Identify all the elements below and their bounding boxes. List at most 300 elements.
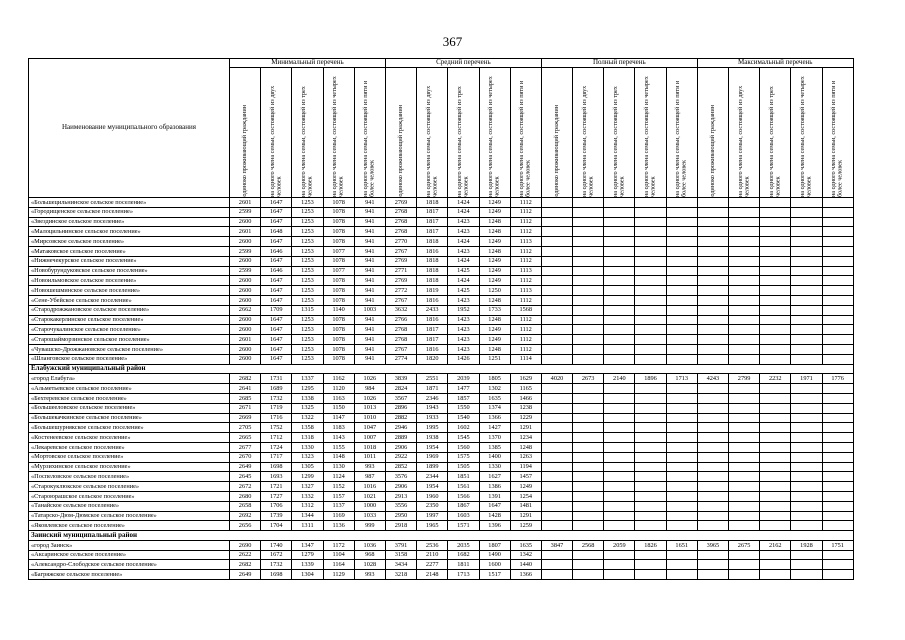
value-cell: 1851 [448, 472, 479, 482]
value-cell [697, 315, 728, 325]
value-cell [573, 227, 604, 237]
value-cell: 1016 [354, 482, 385, 492]
value-cell: 1727 [261, 491, 292, 501]
value-cell: 2148 [417, 570, 448, 580]
value-cell [822, 393, 853, 403]
value-cell: 1249 [479, 237, 510, 247]
table-row [29, 570, 854, 580]
value-cell: 1291 [510, 511, 541, 521]
value-cell [760, 560, 791, 570]
value-cell [760, 433, 791, 443]
value-cell [635, 550, 666, 560]
table-row [29, 472, 854, 482]
value-cell: 941 [354, 256, 385, 266]
value-cell: 1818 [417, 266, 448, 276]
value-cell: 2344 [417, 472, 448, 482]
value-cell: 2769 [385, 256, 416, 266]
value-cell [635, 491, 666, 501]
value-cell: 1647 [261, 217, 292, 227]
value-cell: 1600 [479, 560, 510, 570]
value-cell: 1739 [261, 511, 292, 521]
value-cell [822, 413, 853, 423]
value-cell: 1366 [510, 570, 541, 580]
value-cell: 1817 [417, 207, 448, 217]
value-cell: 1112 [510, 256, 541, 266]
value-cell: 1104 [323, 550, 354, 560]
value-cell [760, 295, 791, 305]
table-row [29, 433, 854, 443]
table-row [29, 540, 854, 550]
value-cell: 1291 [510, 423, 541, 433]
value-cell: 1248 [479, 217, 510, 227]
value-cell: 1140 [323, 305, 354, 315]
value-cell [541, 198, 572, 208]
value-cell [635, 217, 666, 227]
value-cell: 1647 [261, 344, 292, 354]
sub-header-label: одиноко проживающий гражданин [552, 105, 560, 197]
value-cell [697, 198, 728, 208]
value-cell [729, 393, 760, 403]
value-cell [635, 433, 666, 443]
value-cell [604, 227, 635, 237]
value-cell [541, 286, 572, 296]
value-cell [729, 237, 760, 247]
value-cell: 1248 [510, 442, 541, 452]
value-cell: 2656 [230, 521, 261, 531]
value-cell: 1635 [510, 540, 541, 550]
value-cell [666, 462, 697, 472]
value-cell: 2670 [230, 452, 261, 462]
value-cell [791, 217, 822, 227]
value-cell: 1960 [417, 491, 448, 501]
value-cell [541, 462, 572, 472]
value-cell: 1114 [510, 354, 541, 364]
value-cell: 2769 [385, 198, 416, 208]
sub-header-label: на одного члена семьи, состоящей из пяти и более человек [362, 80, 376, 197]
value-cell: 2767 [385, 246, 416, 256]
value-cell: 4243 [697, 374, 728, 384]
value-cell: 2568 [573, 540, 604, 550]
table-row [29, 266, 854, 276]
value-cell: 2906 [385, 442, 416, 452]
value-cell: 2768 [385, 335, 416, 345]
value-cell [729, 325, 760, 335]
value-cell: 1078 [323, 286, 354, 296]
sub-header-g1-c5 [354, 68, 385, 198]
value-cell [822, 482, 853, 492]
table-row [29, 344, 854, 354]
value-cell: 1323 [292, 452, 323, 462]
value-cell [791, 472, 822, 482]
value-cell [729, 315, 760, 325]
value-cell [541, 442, 572, 452]
value-cell [541, 511, 572, 521]
value-cell [666, 325, 697, 335]
value-cell: 941 [354, 227, 385, 237]
value-cell [760, 227, 791, 237]
value-cell: 2601 [230, 198, 261, 208]
value-cell: 2882 [385, 413, 416, 423]
value-cell [822, 237, 853, 247]
value-cell: 1249 [479, 276, 510, 286]
value-cell: 2599 [230, 246, 261, 256]
municipality-name: «Лекаревское сельское поселение» [29, 442, 230, 452]
value-cell [604, 482, 635, 492]
value-cell: 2768 [385, 227, 416, 237]
value-cell [604, 452, 635, 462]
value-cell [604, 403, 635, 413]
value-cell: 1490 [479, 550, 510, 560]
value-cell [822, 462, 853, 472]
sub-header-g4-c2 [729, 68, 760, 198]
value-cell: 1971 [791, 374, 822, 384]
value-cell: 3965 [697, 540, 728, 550]
value-cell [729, 217, 760, 227]
value-cell: 1137 [323, 501, 354, 511]
value-cell: 1561 [448, 482, 479, 492]
value-cell [729, 227, 760, 237]
value-cell [666, 501, 697, 511]
value-cell: 1423 [448, 344, 479, 354]
table-row [29, 550, 854, 560]
value-cell: 1820 [417, 354, 448, 364]
value-cell [760, 286, 791, 296]
sub-header-label: на одного члена семьи, состоящей из двух человек [268, 85, 283, 197]
value-cell: 1183 [323, 423, 354, 433]
value-cell: 2918 [385, 521, 416, 531]
municipality-name: «Сене-Убейское сельское поселение» [29, 295, 230, 305]
value-cell: 2641 [230, 384, 261, 394]
sub-header-g1-c3 [292, 68, 323, 198]
value-cell [791, 403, 822, 413]
value-cell [791, 295, 822, 305]
value-cell: 1330 [292, 442, 323, 452]
value-cell [666, 315, 697, 325]
value-cell [573, 305, 604, 315]
sub-header-label: на одного члена семьи, состоящей из трех человек [455, 86, 470, 197]
value-cell: 1693 [261, 472, 292, 482]
name-column-header: Наименование муниципального образования [29, 59, 230, 198]
value-cell: 1253 [292, 256, 323, 266]
value-cell: 1172 [323, 540, 354, 550]
value-cell [697, 491, 728, 501]
value-cell: 1712 [261, 433, 292, 443]
value-cell [604, 344, 635, 354]
value-cell: 987 [354, 472, 385, 482]
value-cell: 1253 [292, 295, 323, 305]
value-cell [822, 344, 853, 354]
value-cell: 1347 [292, 540, 323, 550]
value-cell: 2772 [385, 286, 416, 296]
value-cell [760, 570, 791, 580]
value-cell: 2600 [230, 315, 261, 325]
value-cell [729, 286, 760, 296]
value-cell: 1647 [479, 501, 510, 511]
value-cell [635, 227, 666, 237]
section-row [29, 364, 854, 374]
value-cell: 1112 [510, 295, 541, 305]
table-row [29, 413, 854, 423]
value-cell: 3434 [385, 560, 416, 570]
municipality-name: «город Заинск» [29, 540, 230, 550]
value-cell: 1952 [448, 305, 479, 315]
value-cell: 3791 [385, 540, 416, 550]
value-cell [697, 501, 728, 511]
table-row [29, 315, 854, 325]
value-cell: 1396 [479, 521, 510, 531]
value-cell: 1682 [448, 550, 479, 560]
value-cell [573, 286, 604, 296]
value-cell [541, 491, 572, 501]
value-cell [729, 501, 760, 511]
value-cell [697, 276, 728, 286]
value-cell: 1253 [292, 246, 323, 256]
value-cell: 1253 [292, 344, 323, 354]
value-cell [573, 354, 604, 364]
value-cell: 1253 [292, 335, 323, 345]
table-row [29, 491, 854, 501]
value-cell: 2852 [385, 462, 416, 472]
table-row [29, 198, 854, 208]
value-cell [573, 315, 604, 325]
value-cell [822, 276, 853, 286]
value-cell: 1647 [261, 295, 292, 305]
value-cell: 2682 [230, 560, 261, 570]
value-cell [822, 315, 853, 325]
value-cell: 1647 [261, 315, 292, 325]
value-cell [666, 207, 697, 217]
value-cell [760, 198, 791, 208]
sub-header-g3-c5 [666, 68, 697, 198]
sub-header-g4-c5 [822, 68, 853, 198]
value-cell [635, 511, 666, 521]
municipality-name: «Багряжское сельское поселение» [29, 570, 230, 580]
value-cell: 941 [354, 198, 385, 208]
value-cell: 1713 [448, 570, 479, 580]
value-cell: 2680 [230, 491, 261, 501]
table-row [29, 511, 854, 521]
municipality-name: «Малоцильнинское сельское поселение» [29, 227, 230, 237]
value-cell: 1698 [261, 570, 292, 580]
value-cell: 1078 [323, 276, 354, 286]
value-cell: 1646 [261, 246, 292, 256]
value-cell [635, 276, 666, 286]
sub-header-label: на одного члена семьи, состоящей из двух человек [736, 85, 751, 197]
sub-header-label: на одного члена семьи, состоящей из трех человек [611, 86, 626, 197]
value-cell [541, 315, 572, 325]
value-cell: 941 [354, 286, 385, 296]
value-cell [541, 237, 572, 247]
value-cell: 1647 [261, 325, 292, 335]
value-cell: 1423 [448, 295, 479, 305]
value-cell: 1155 [323, 442, 354, 452]
value-cell [666, 344, 697, 354]
municipality-name: «Староюрашское сельское поселение» [29, 491, 230, 501]
value-cell: 1550 [448, 403, 479, 413]
municipality-name: «Аксаринское сельское поселение» [29, 550, 230, 560]
value-cell: 1374 [479, 403, 510, 413]
value-cell [541, 472, 572, 482]
value-cell: 1078 [323, 335, 354, 345]
value-cell [822, 472, 853, 482]
value-cell: 1817 [417, 217, 448, 227]
value-cell [604, 325, 635, 335]
value-cell [635, 442, 666, 452]
sub-header-g2-c5 [510, 68, 541, 198]
value-cell [822, 335, 853, 345]
value-cell [729, 305, 760, 315]
value-cell [635, 266, 666, 276]
value-cell [635, 501, 666, 511]
value-cell [729, 452, 760, 462]
value-cell: 1011 [354, 452, 385, 462]
value-cell: 2658 [230, 501, 261, 511]
value-cell [666, 403, 697, 413]
value-cell [791, 344, 822, 354]
value-cell: 1575 [448, 452, 479, 462]
value-cell [541, 403, 572, 413]
value-cell [541, 344, 572, 354]
value-cell [604, 550, 635, 560]
value-cell: 2675 [729, 540, 760, 550]
value-cell: 1732 [261, 560, 292, 570]
value-cell: 1311 [292, 521, 323, 531]
value-cell: 1709 [261, 305, 292, 315]
value-cell: 1136 [323, 521, 354, 531]
table-row [29, 560, 854, 570]
table-row [29, 325, 854, 335]
value-cell [666, 452, 697, 462]
value-cell: 2685 [230, 393, 261, 403]
value-cell: 1248 [479, 315, 510, 325]
value-cell [822, 521, 853, 531]
sub-header-label: на одного члена семьи, состоящей из двух человек [580, 85, 595, 197]
value-cell [791, 276, 822, 286]
value-cell: 1965 [417, 521, 448, 531]
value-cell [729, 491, 760, 501]
value-cell: 1250 [479, 286, 510, 296]
municipality-name: «Новошешминское сельское поселение» [29, 286, 230, 296]
section-title: Елабужский муниципальный район [29, 364, 854, 374]
value-cell: 1238 [510, 403, 541, 413]
value-cell: 2599 [230, 266, 261, 276]
value-cell [541, 325, 572, 335]
value-cell [791, 570, 822, 580]
value-cell [822, 423, 853, 433]
value-cell [604, 217, 635, 227]
value-cell [604, 442, 635, 452]
group-header-maximal: Максимальный перечень [697, 59, 853, 68]
value-cell [666, 560, 697, 570]
sub-header-g4-c4 [791, 68, 822, 198]
value-cell [697, 256, 728, 266]
value-cell: 2671 [230, 403, 261, 413]
value-cell [697, 325, 728, 335]
value-cell: 1253 [292, 207, 323, 217]
value-cell: 1078 [323, 344, 354, 354]
value-cell: 1816 [417, 295, 448, 305]
municipality-name: «Матаковское сельское поселение» [29, 246, 230, 256]
value-cell: 2599 [230, 207, 261, 217]
value-cell: 1721 [261, 482, 292, 492]
value-cell [604, 393, 635, 403]
value-cell [729, 384, 760, 394]
value-cell: 1400 [479, 452, 510, 462]
value-cell [604, 433, 635, 443]
value-cell: 1716 [261, 413, 292, 423]
value-cell [791, 442, 822, 452]
value-cell: 1466 [510, 393, 541, 403]
value-cell [822, 256, 853, 266]
sub-header-g3-c2 [573, 68, 604, 198]
value-cell [573, 511, 604, 521]
value-cell: 1424 [448, 207, 479, 217]
value-cell: 2922 [385, 452, 416, 462]
value-cell: 1566 [448, 491, 479, 501]
value-cell: 1000 [354, 501, 385, 511]
value-cell [573, 256, 604, 266]
value-cell: 1602 [448, 423, 479, 433]
value-cell: 1339 [292, 560, 323, 570]
value-cell: 2649 [230, 570, 261, 580]
value-cell [541, 207, 572, 217]
value-cell: 1717 [261, 452, 292, 462]
value-cell [822, 511, 853, 521]
value-cell: 993 [354, 570, 385, 580]
table-row [29, 403, 854, 413]
value-cell: 1440 [510, 560, 541, 570]
value-cell [697, 433, 728, 443]
value-cell: 3556 [385, 501, 416, 511]
value-cell: 1517 [479, 570, 510, 580]
table-row [29, 237, 854, 247]
value-cell: 1112 [510, 198, 541, 208]
value-cell: 2896 [385, 403, 416, 413]
value-cell [573, 570, 604, 580]
value-cell [573, 237, 604, 247]
value-cell: 1427 [479, 423, 510, 433]
value-cell: 3632 [385, 305, 416, 315]
value-cell [666, 472, 697, 482]
group-header-average: Средний перечень [385, 59, 541, 68]
value-cell: 2672 [230, 482, 261, 492]
value-cell [729, 266, 760, 276]
value-cell [573, 423, 604, 433]
value-cell [729, 472, 760, 482]
value-cell [635, 413, 666, 423]
value-cell: 2690 [230, 540, 261, 550]
value-cell: 1751 [822, 540, 853, 550]
value-cell [729, 354, 760, 364]
value-cell: 941 [354, 217, 385, 227]
value-cell [822, 384, 853, 394]
value-cell: 941 [354, 237, 385, 247]
value-cell [635, 472, 666, 482]
value-cell [760, 335, 791, 345]
value-cell: 2162 [760, 540, 791, 550]
value-cell [822, 501, 853, 511]
table-row [29, 305, 854, 315]
cost-table [28, 58, 854, 580]
value-cell: 1003 [354, 305, 385, 315]
value-cell [697, 413, 728, 423]
value-cell [541, 217, 572, 227]
value-cell: 1424 [448, 198, 479, 208]
value-cell: 1078 [323, 354, 354, 364]
group-header-full: Полный перечень [541, 59, 697, 68]
value-cell: 1647 [261, 207, 292, 217]
value-cell: 1253 [292, 325, 323, 335]
